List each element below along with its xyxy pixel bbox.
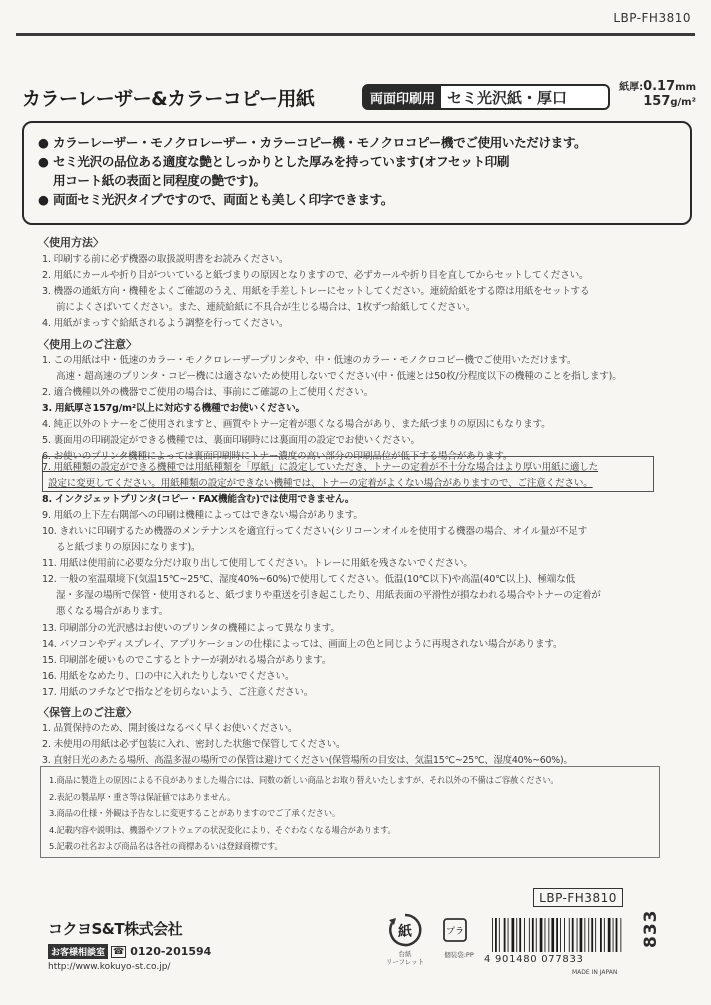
caution-item: 4. 純正以外のトナーをご使用されますと、画質やトナー定着が悪くなる場合があり、また紙づまりの原因にもなります。 [42,419,551,430]
caution-item-continued: 湿・多湿の場所で保管・使用されると、紙づまりや重送を引き起こしたり、用紙表面の平滑性が損なわれる場合やトナーの定着が [56,590,601,601]
header-rule [16,33,695,36]
thickness-label: 紙厚: [619,82,644,93]
bullet-icon: ● [38,135,49,150]
bullet-icon: ● [38,154,49,169]
feature-item: ● 両面セミ光沢タイプですので、両面とも美しく印字できます。 [38,192,393,207]
barcode-bar [569,918,570,952]
free-dial-icon: ☎ [113,946,125,957]
caution-item: 12. 一般の室温環境下(気温15℃~25℃、湿度40%~60%)で使用してください。低温(10℃以下)や高温(40℃以上)、極端な低 [42,574,575,585]
caution-item: 9. 用紙の上下左右隅部への印刷は機種によってはできない場合があります。 [42,510,363,521]
note-item: 5.記載の社名および商品名は各社の商標あるいは登録商標です。 [49,841,283,851]
barcode-bar [616,918,618,952]
caution-item: 2. 適合機種以外の機器でご使用の場合は、事前にご確認の上ご使用ください。 [42,387,373,398]
barcode-bar [548,918,549,952]
company-name: コクヨS&T株式会社 [48,920,183,938]
weight-value: 157 [643,94,671,109]
caution-item: 10. きれいに印刷するため機器のメンテナンスを適宜行ってください(シリコーンオイルを使用する機器の場合、オイル量が不足す [42,526,587,537]
caution-item: 14. パソコンやディスプレイ、アプリケーションの仕様によっては、画面上の色と同じように再現されない場合があります。 [42,639,563,650]
product-title: カラーレーザー&カラーコピー用紙 [22,88,315,110]
note-item: 4.記載内容や説明は、機器やソフトウェアの状況変化により、そぐわなくなる場合があります。 [49,824,396,835]
feature-item: ● カラーレーザー・モノクロレーザー・カラーコピー機・モノクロコピー機でご使用いただけます。 [38,135,587,150]
note-item: 3.商品の仕様・外観は予告なしに変更することがありますのでご了承ください。 [49,808,340,818]
caution-item-emphasis: 8. インクジェットプリンタ(コピー・FAX機能含む)では使用できません。 [42,494,355,505]
storage-item: 3. 直射日光のあたる場所、高温多湿の場所での保管は避けてください(保管場所の目安は、気温15℃~25℃、湿度40%~60%)。 [42,755,573,766]
barcode-bar [604,918,605,952]
caution-item-continued: ると紙づまりの原因になります)。 [56,542,201,553]
company-url: http://www.kokuyo-st.co.jp/ [48,962,171,972]
caution-item: 6. お使いのプリンタ機種によっては裏面印刷時にトナー濃度の高い部分の印刷品位が低下する場合があります。 [42,451,513,462]
plastic-recycle-icon [442,917,468,943]
feature-box [22,121,692,225]
customer-support [48,944,211,959]
barcode-bar [588,918,589,952]
caution-item: 1. この用紙は中・低速のカラー・モノクロレーザープリンタや、中・低速のカラー・モノクロコピー機でご使用いただけます。 [42,355,577,366]
caution-item: 16. 用紙をなめたり、口の中に入れたりしないでください。 [42,671,295,682]
feature-item: ● セミ光沢の品位ある適度な艶としっかりとした厚みを持っています(オフセット印刷 [38,154,510,169]
usage-section-title: 〈使用方法〉 [38,236,104,249]
thickness-unit: mm [675,82,696,93]
support-label: お客様相談室 [48,944,108,959]
model-number-bottom: LBP-FH3810 [533,888,623,907]
caution-item-continued: 設定に変更してください。用紙種類の設定ができない機種では、トナーの定着がよくない場合がありますので、ご注意ください。 [48,478,593,489]
barcode-bar [591,918,593,952]
barcode-bar [620,918,621,952]
storage-item: 1. 品質保持のため、開封後はなるべく早くお使いください。 [42,723,298,734]
barcode-bar [532,918,534,952]
weight-unit: g/m² [670,97,696,108]
barcode-bar [584,918,585,952]
barcode-bar [529,918,530,952]
barcode [490,918,625,952]
paper-type-box [362,84,610,110]
paper-recycle-caption: 台紙 リーフレット [385,950,425,966]
plastic-recycle-caption: 個装袋:PP [444,951,474,959]
barcode-bar [504,918,506,952]
barcode-bar [536,918,537,952]
paper-spec [616,80,696,110]
paper-recycle-icon [387,912,423,948]
barcode-bar [577,918,578,952]
barcode-bar [613,918,614,952]
barcode-bar [492,918,493,952]
feature-item-continued: 用コート紙の表面と同程度の艶です)。 [53,173,266,188]
caution-item: 13. 印刷部分の光沢感はお使いのプリンタの機種によって異なります。 [42,623,340,634]
thickness-value: 0.17 [643,79,676,94]
barcode-bar [551,918,554,952]
svg-text:紙: 紙 [398,924,412,940]
duplex-label: 両面印刷用 [364,86,441,108]
caution-item-continued: 高速・超高速のプリンタ・コピー機には適さないため使用しないでください(中・低速とは50枚/分程度以下の機種のことを指します)。 [56,371,622,382]
barcode-bar [556,918,558,952]
barcode-bar [540,918,543,952]
notes-box [40,766,660,858]
caution-item: 5. 裏面用の印刷設定ができる機種では、裏面印刷時には裏面用の設定でお使いください。 [42,435,420,446]
support-number: 0120-201594 [130,945,212,958]
note-item: 1.商品に製造上の原因による不良がありました場合には、同数の新しい商品とお取り替えいたしますが、それ以外の不備はご容赦ください。 [49,775,559,785]
barcode-bar [580,918,583,952]
barcode-bar [516,918,517,952]
barcode-bar [595,918,596,952]
caution-item: 11. 用紙は使用前に必要な分だけ取り出して使用してください。トレーに用紙を残さないでください。 [42,558,473,569]
barcode-bar [572,918,574,952]
barcode-bar [600,918,602,952]
caution-item: 17. 用紙のフチなどで指などを切らないよう、ご注意ください。 [42,687,314,698]
note-item: 2.表記の製品厚・重さ等は保証値ではありません。 [49,791,236,802]
barcode-bar [608,918,611,952]
barcode-bar [564,918,565,952]
caution-section-title: 〈使用上のご注意〉 [38,338,137,351]
barcode-bar [524,918,525,952]
svg-text:プラ: プラ [445,927,465,937]
usage-item-continued: 前によくさばいてください。また、連続給紙に不具合が生じる場合は、1枚ずつ給紙してください。 [56,302,476,313]
storage-section-title: 〈保管上のご注意〉 [38,706,137,719]
barcode-bar [519,918,521,952]
usage-item: 4. 用紙がまっすぐ給紙されるよう調整を行ってください。 [42,318,289,329]
paper-type-name: セミ光沢紙・厚口 [447,88,568,107]
usage-item: 2. 用紙にカールや折り目がついていると紙づまりの原因となりますので、必ずカールや折り目を直してからセットしてください。 [42,270,589,281]
usage-item: 3. 機器の通紙方向・機種をよくご確認のうえ、用紙を手差しトレーにセットしてください。連続給紙をする際は用紙をセットする [42,286,590,297]
barcode-bar [499,918,500,952]
storage-item: 2. 未使用の用紙は必ず包装に入れ、密封した状態で保管してください。 [42,739,346,750]
caution-item: 15. 印刷部を硬いものでこするとトナーが剥がれる場合があります。 [42,655,332,666]
barcode-bar [512,918,515,952]
barcode-bar [508,918,509,952]
side-code: 833 [641,909,661,948]
title-row [22,80,694,118]
caution-item-emphasis: 3. 用紙厚さ157g/m²以上に対応する機種でお使いください。 [42,403,305,414]
caution-item-continued: 悪くなる場合があります。 [56,606,168,617]
barcode-bar [545,918,546,952]
barcode-bar [495,918,497,952]
made-in: MADE IN JAPAN [572,969,618,976]
barcode-digits: 4 901480 077833 [484,954,584,965]
usage-item: 1. 印刷する前に必ず機器の取扱説明書をお読みください。 [42,254,289,265]
barcode-bar [560,918,561,952]
bullet-icon: ● [38,192,49,207]
model-number-top: LBP-FH3810 [613,11,691,25]
caution-item: 7. 用紙種類の設定ができる機種では用紙種類を「厚紙」に設定していただき、トナーの定着が不十分な場合はより厚い用紙に適した [42,462,599,473]
